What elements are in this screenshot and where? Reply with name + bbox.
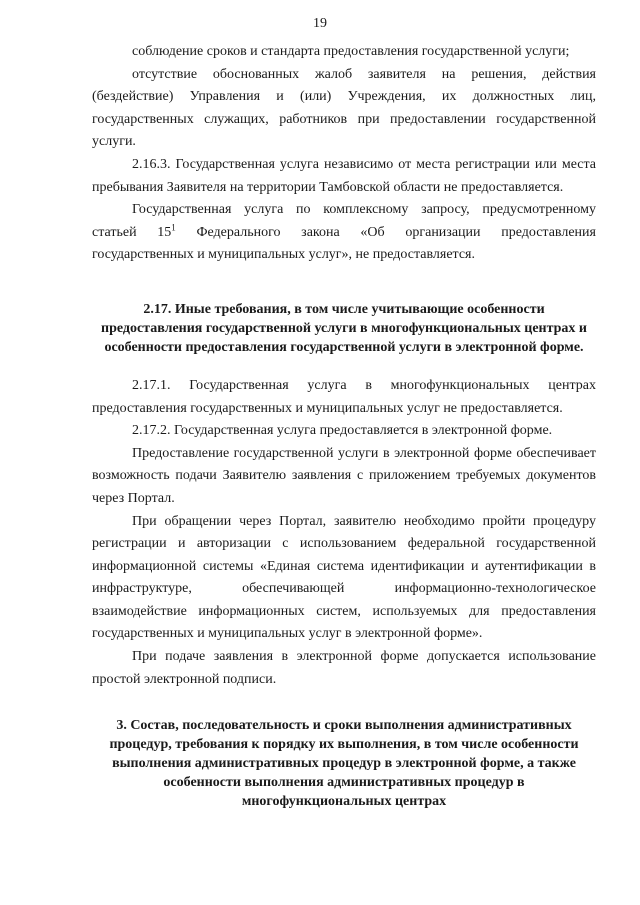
paragraph-2-17-1: 2.17.1. Государственная услуга в многофункциональных центрах предоставления государственных и муниципальных услуг не предоставляется. <box>92 377 596 416</box>
paragraph-electronic-form: Предоставление государственной услуги в электронной форме обеспечивает возможность подачи Заявителю заявления с приложением требуемых документов через Портал. <box>92 445 596 506</box>
complex-request-text-end: Федерального закона «Об организации предоставления государственных и муниципальных услуг», не предоставляется. <box>92 224 596 263</box>
paragraph-complaints: отсутствие обоснованных жалоб заявителя на решения, действия (бездействие) Управления и (или) Учреждения, их должностных лиц, государственных служащих, работников при предоставлении государственной услуги. <box>92 66 596 150</box>
complex-request-text-start: Государственная услуга по комплексному запросу, предусмотренному статьей 15 <box>92 202 596 240</box>
superscript-marker: 1 <box>171 222 176 233</box>
section-2-17-heading: 2.17. Иные требования, в том числе учитывающие особенности предоставления государственной услуги в многофункциональных центрах и особенности предоставления государственной услуги в электронной форме. <box>101 301 587 355</box>
page-number: 19 <box>313 16 327 31</box>
paragraph-electronic-signature: При подаче заявления в электронной форме допускается использование простой электронной подписи. <box>92 649 596 687</box>
document-body <box>92 41 596 811</box>
paragraph-complex-request <box>92 199 596 267</box>
section-3-heading: 3. Состав, последовательность и сроки выполнения административных процедур, требования к порядку их выполнения, в том числе особенности выполнения административных процедур в электронной форме, а также особенности выполнения административных процедур в многофункциональных центрах <box>109 718 579 810</box>
paragraph-2-17-2: 2.17.2. Государственная услуга предоставляется в электронной форме. <box>132 423 553 439</box>
paragraph-deadlines: соблюдение сроков и стандарта предоставления государственной услуги; <box>132 44 570 59</box>
paragraph-portal-registration: При обращении через Портал, заявителю необходимо пройти процедуру регистрации и авторизации с использованием федеральной государственной информационной системы «Единая система идентификации и аутентификации в инфраструктуре, обеспечивающей информационно-технологическое взаимодействие информационных систем, используемых для предоставления государственных и муниципальных услуг в электронной форме». <box>92 513 596 642</box>
paragraph-2-16-3: 2.16.3. Государственная услуга независимо от места регистрации или места пребывания Заявителя на территории Тамбовской области не предоставляется. <box>92 156 596 195</box>
